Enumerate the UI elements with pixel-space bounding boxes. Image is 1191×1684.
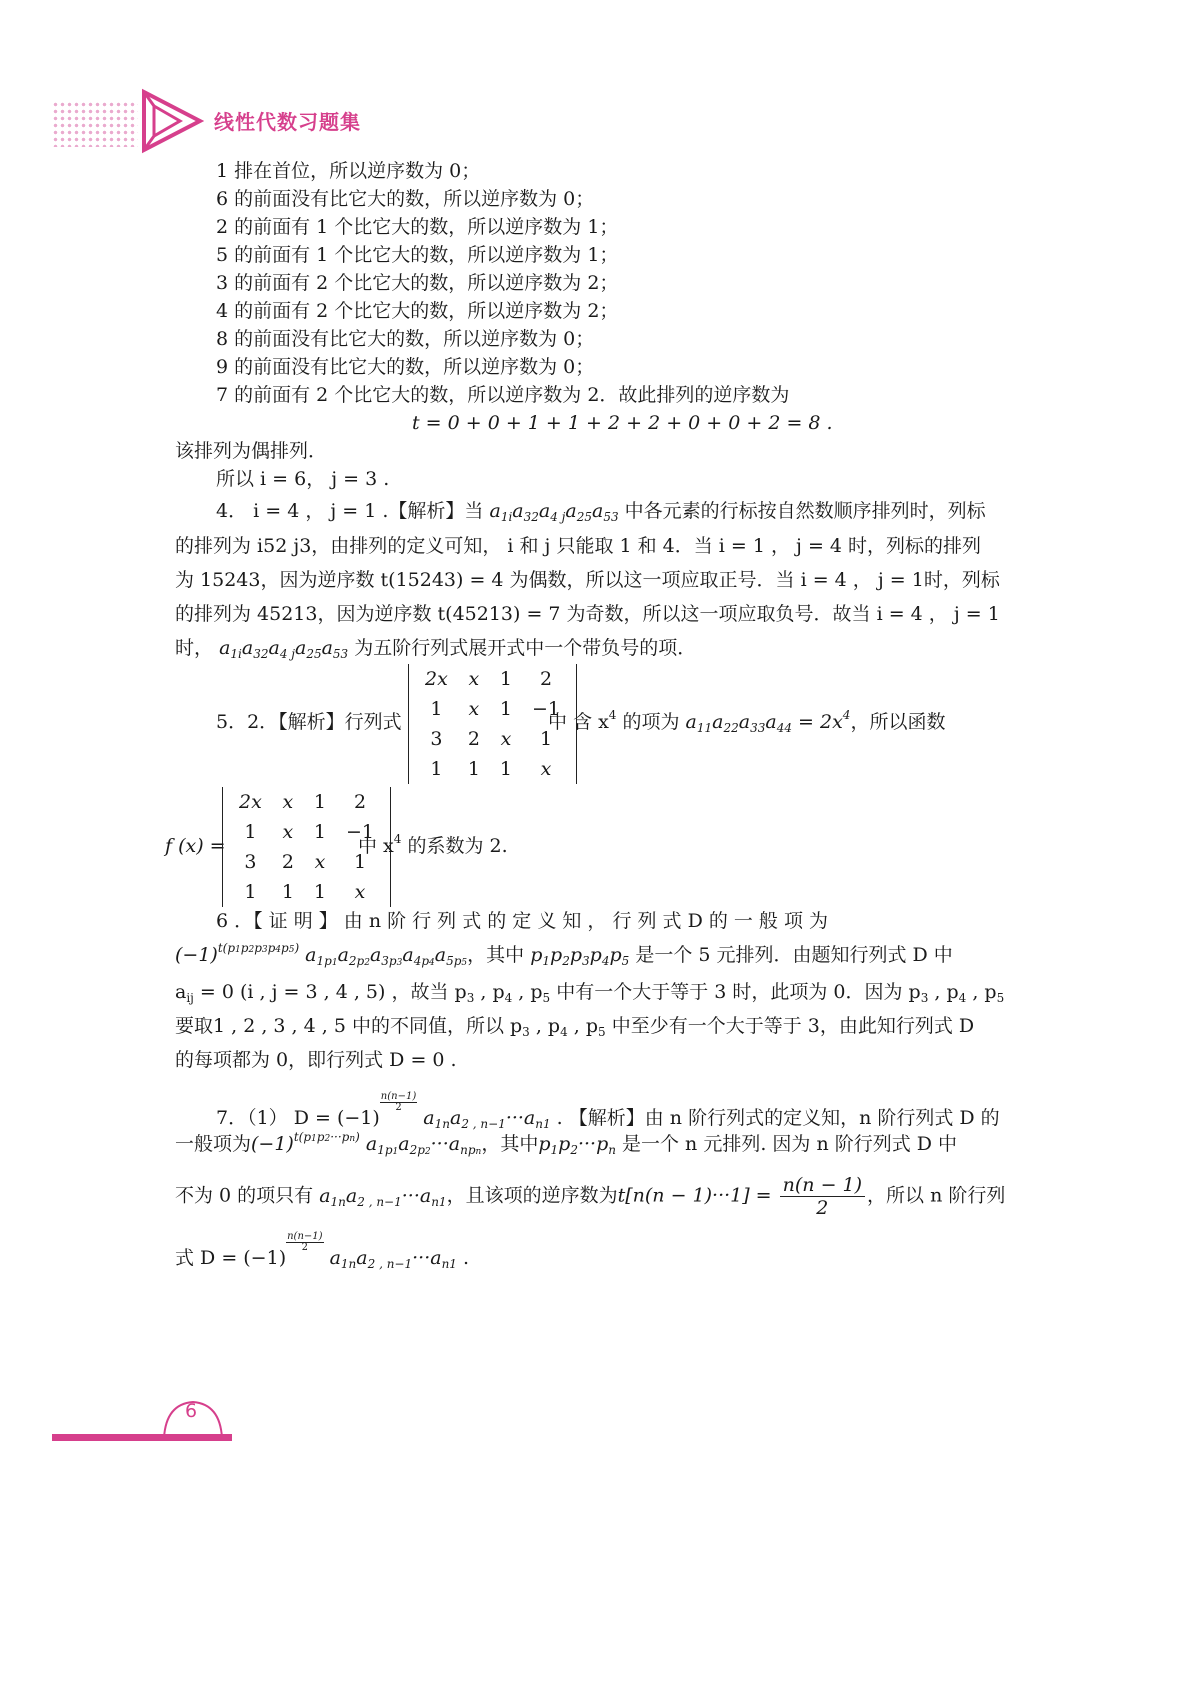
q7-line-4: 式 D = (−1) $\frac{n(n-1)}{2}$ $a_{1n}a_{2 , n-1}\cdot\cdot\cdot a_{n1}$ .	[175, 1231, 470, 1271]
footer-bar	[52, 1434, 232, 1441]
q7-analysis: 【解析】由 n 阶行列式的定义知，n 阶行列式 D 的	[568, 1107, 1000, 1129]
q6-line-4-text: 要取1 , 2 , 3 , 4 , 5 中的不同值，所以 $p_3$ , $p_4$ , $p_5$ 中至少有一个大于等于 3，由此知行列式 D	[175, 1015, 975, 1039]
q4-line-5	[175, 634, 696, 662]
q5-middle: 中 含 $x^4$ 的项为 $a_{11}a_{22}a_{33}a_{44} = 2x^4$，所以函数	[548, 708, 946, 735]
q4-term: $a_{1i}a_{32}a_{4 j}a_{25}a_{53}$	[489, 500, 619, 524]
matrix-cell: 1	[499, 668, 512, 690]
q7-exponent-fraction: $\frac{n(n-1)}{2}$	[380, 1091, 417, 1113]
q4-l5-lead: 时，	[175, 637, 214, 659]
matrix-cell: x	[500, 728, 512, 750]
matrix-cell: 1	[430, 758, 443, 780]
q7-line-2	[175, 1130, 957, 1158]
text-line: 该排列为偶排列．	[175, 440, 328, 462]
q6-line-2	[175, 941, 953, 969]
q7-permutation: $p_1p_2\cdot\cdot\cdot p_n$	[538, 1133, 616, 1157]
matrix-row	[229, 877, 384, 907]
text-line: 6 的前面没有比它大的数，所以逆序数为 0；	[216, 188, 595, 210]
q7-l3-lead: 不为 0 的项只有	[175, 1184, 314, 1207]
q7-final-lead: 式 D = (−1)	[175, 1247, 287, 1269]
q6-l2-mid: ，其中	[467, 944, 525, 966]
q5-conclusion: 中 $x^4$ 的系数为 2.	[358, 832, 508, 857]
inversion-sum-formula: t = 0 + 0 + 1 + 1 + 2 + 2 + 0 + 0 + 2 = 8 .	[412, 412, 833, 434]
text-line: 8 的前面没有比它大的数，所以逆序数为 0；	[216, 328, 595, 350]
q4-term-2: $a_{1i}a_{32}a_{4 j}a_{25}a_{53}$	[219, 637, 349, 661]
q7-line-3	[175, 1174, 1005, 1219]
matrix-cell: 1	[499, 758, 512, 780]
q4-lead-tail: 中各元素的行标按自然数顺序排列时，列标	[624, 500, 986, 522]
q6-general-term: $(-1)^{t(p1p2p3p4p5)}$ $a_{1p1}a_{2p2}a_{3p3}a_{4p4}a_{5p5}$	[175, 941, 468, 968]
q5-mid-text-2: 的项为	[622, 711, 680, 733]
q7-l2-mid: ，其中	[481, 1133, 539, 1155]
q4-line-2: 的排列为 i52 j3，由排列的定义可知， i 和 j 只能取 1 和 4．当 i = 1 ， j = 4 时，列标的排列	[175, 535, 982, 557]
q4-line-1	[216, 497, 986, 525]
q7-l2-tail: 是一个 n 元排列. 因为 n 阶行列式 D 中	[622, 1133, 958, 1155]
matrix-cell: 1	[313, 881, 326, 903]
q6-line-3-text: $a_{ij} = 0$ (i , j = 3 , 4 , 5) ，故当 $p_3$ , $p_4$ , $p_5$ 中有一个大于等于 3 时，此项为 0．因为 $p_3$ , $p_4$ , $p_5$	[175, 981, 1005, 1005]
matrix-cell: 1	[244, 821, 257, 843]
matrix-cell: −1	[346, 821, 375, 843]
matrix-cell: 1	[467, 758, 480, 780]
q4-lead: 4． i = 4 ， j = 1 .【解析】当	[216, 500, 484, 522]
matrix-row	[415, 664, 570, 694]
q6-line-5: 的每项都为 0，即行列式 D = 0 .	[175, 1049, 457, 1071]
q4-line-4: 的排列为 45213，因为逆序数 t(45213) = 7 为奇数，所以这一项应取负号．故当 i = 4 ， j = 1	[175, 603, 1000, 625]
text-line: 所以 i = 6， j = 3 .	[216, 468, 390, 490]
matrix-cell: −1	[532, 698, 561, 720]
q7-antidiagonal-term: $a_{1n}a_{2 , n-1}\cdot\cdot\cdot a_{n1}$	[423, 1107, 551, 1131]
q7-final-exponent-fraction: $\frac{n(n-1)}{2}$	[287, 1231, 323, 1253]
matrix-cell: 2	[281, 851, 294, 873]
header-dot-pattern	[52, 101, 138, 147]
matrix-row	[415, 724, 570, 754]
q7-line-1: 7．（1） D = (−1) $\frac{n(n-1)}{2}$ $a_{1n}a_{2 , n-1}\cdot\cdot\cdot a_{n1}$ . 【解析】由 n 阶行列式的定义知，n 阶行列式 D 的	[216, 1091, 1000, 1131]
matrix-cell: x	[540, 758, 552, 780]
text-line: 3 的前面有 2 个比它大的数，所以逆序数为 2；	[216, 272, 619, 294]
text-line: 5 的前面有 1 个比它大的数，所以逆序数为 1；	[216, 244, 619, 266]
matrix-cell: x	[282, 821, 294, 843]
text-line: 7 的前面有 2 个比它大的数，所以逆序数为 2．故此排列的逆序数为	[216, 384, 790, 406]
matrix-cell: x	[282, 791, 294, 813]
matrix-row	[415, 694, 570, 724]
q5-lead: 5．2．【解析】行列式	[216, 711, 402, 733]
q7-inversion-fraction: $\frac{n(n - 1)}{2}$	[780, 1174, 865, 1219]
matrix-cell: 2x	[425, 668, 448, 690]
q5-diagonal-term: $a_{11}a_{22}a_{33}a_{44} = 2x^4$	[685, 708, 851, 735]
matrix-row	[229, 787, 384, 817]
matrix-cell: 3	[430, 728, 443, 750]
matrix-cell: 1	[430, 698, 443, 720]
matrix-cell: 2	[539, 668, 553, 690]
q6-line-4	[175, 1012, 974, 1040]
q4-line-3: 为 15243，因为逆序数 t(15243) = 4 为偶数，所以这一项应取正号．当 i = 4 ， j = 1时，列标	[175, 569, 1000, 591]
q7-inversion-expr: t[n(n − 1)···1] =	[617, 1184, 772, 1207]
q7-l3-tail: ，所以 n 阶行列	[867, 1184, 1006, 1207]
triangle-logo-icon	[140, 88, 204, 154]
q5-conclusion-tail: 的系数为 2.	[407, 835, 508, 857]
q6-line-1: 6 ．【 证 明 】 由 n 阶 行 列 式 的 定 义 知 ， 行 列 式 D 的 一 般 项 为	[216, 910, 829, 932]
matrix-cell: x	[354, 881, 366, 903]
matrix-cell: x	[314, 851, 326, 873]
matrix-cell: 2x	[239, 791, 262, 813]
q6-permutation: $p_1p_2p_3p_4p_5$	[530, 944, 630, 968]
matrix-cell: 1	[281, 881, 294, 903]
matrix-cell: 1	[539, 728, 553, 750]
matrix-cell: 1	[313, 791, 326, 813]
matrix-cell: 1	[353, 851, 367, 873]
matrix-cell: 1	[313, 821, 326, 843]
q7-general-term: $(-1)^{t(p1p2\cdot\cdot\cdot pn)}$ $a_{1p1}a_{2p2}\cdot\cdot\cdot a_{npn}$	[251, 1130, 482, 1157]
matrix-cell: x	[468, 668, 480, 690]
matrix-cell: 3	[244, 851, 257, 873]
q5-mid-text: 中 含 x	[548, 711, 609, 733]
fx-label: f (x) =	[165, 835, 226, 857]
text-line: 2 的前面有 1 个比它大的数，所以逆序数为 1；	[216, 216, 619, 238]
q7-l2-lead: 一般项为	[175, 1133, 252, 1155]
q4-l5-tail: 为五阶行列式展开式中一个带负号的项．	[354, 637, 697, 659]
book-title: 线性代数习题集	[214, 110, 361, 134]
matrix-cell: 1	[499, 698, 512, 720]
determinant-1-table	[415, 664, 570, 784]
matrix-cell: 2	[467, 728, 480, 750]
q7-answer-lead: 7．（1） D = (−1)	[216, 1107, 380, 1129]
q6-line-3	[175, 978, 1004, 1006]
matrix-cell: x	[468, 698, 480, 720]
q5-tail: ，所以函数	[850, 711, 946, 733]
text-line: 1 排在首位，所以逆序数为 0；	[216, 160, 481, 182]
text-line: 9 的前面没有比它大的数，所以逆序数为 0；	[216, 356, 595, 378]
matrix-row	[415, 754, 570, 784]
q5-conclusion-lead: 中 x	[358, 835, 394, 857]
q7-nonzero-term: $a_{1n}a_{2 , n-1}\cdot\cdot\cdot a_{n1}$	[319, 1184, 447, 1209]
page-number: 6	[185, 1400, 198, 1422]
q7-l3-mid: ，且该项的逆序数为	[446, 1184, 618, 1207]
matrix-cell: 1	[244, 881, 257, 903]
matrix-cell: 2	[353, 791, 367, 813]
q7-final-term: $a_{1n}a_{2 , n-1}\cdot\cdot\cdot a_{n1}$	[329, 1247, 457, 1271]
text-line: 4 的前面有 2 个比它大的数，所以逆序数为 2；	[216, 300, 619, 322]
q6-l2-tail: 是一个 5 元排列．由题知行列式 D 中	[635, 944, 953, 966]
